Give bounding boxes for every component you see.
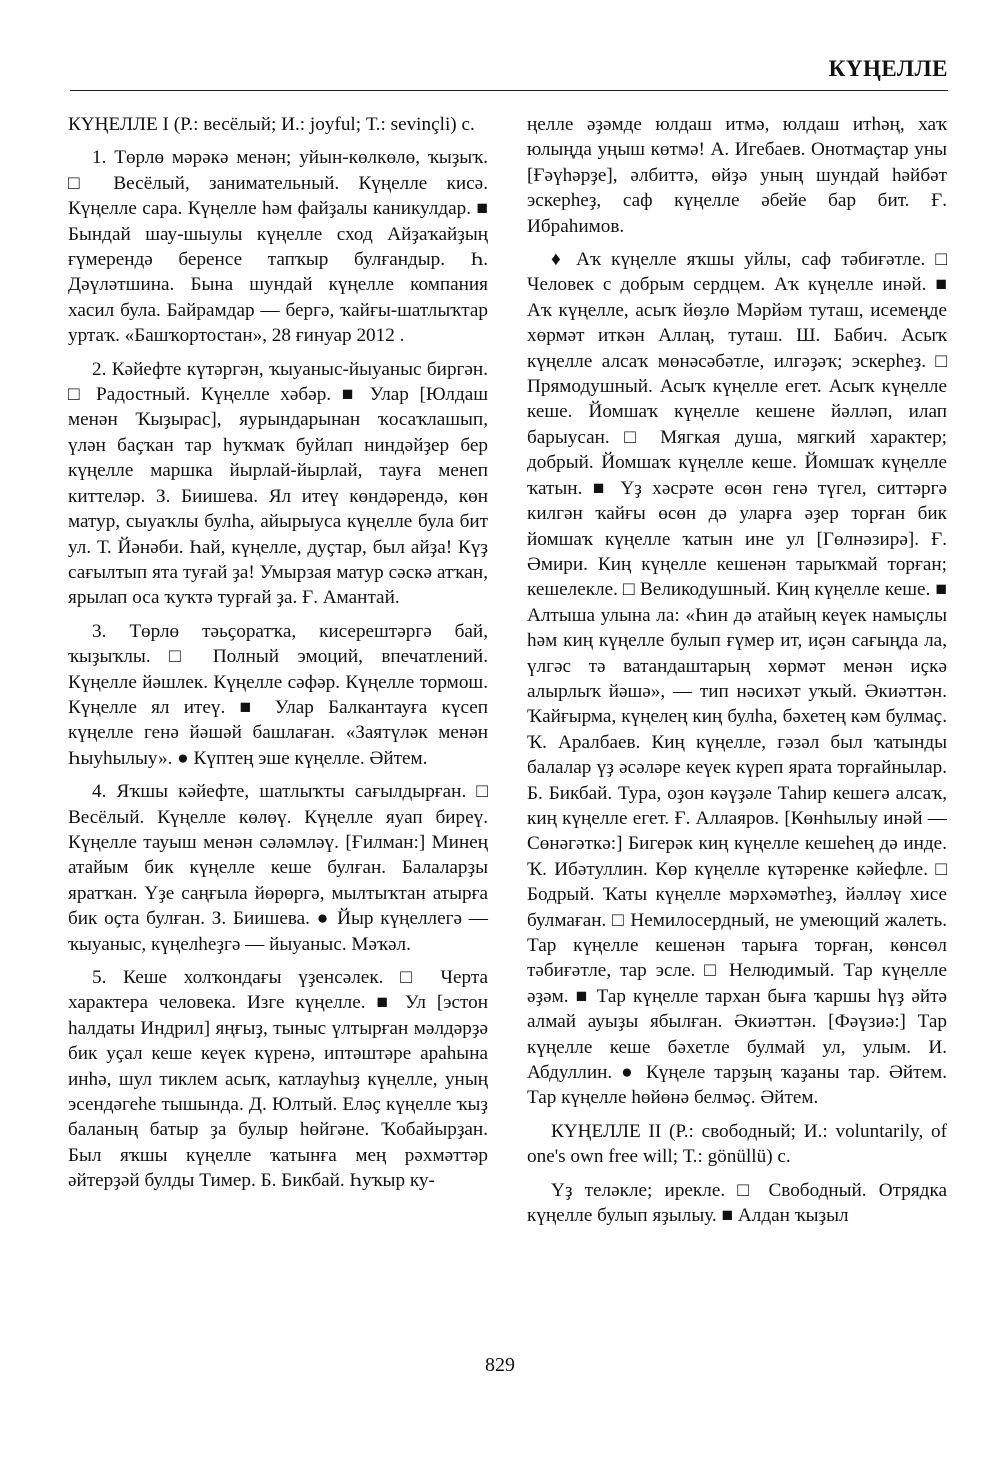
- sense-5-continued: ңелле әҙәмде юлдаш итмә, юлдаш итһәң, хаҡ юлыңда уңыш көтмә! А. Игебаев. Онотмаҫтар уны [Ғәүһәрҙе], әлбиттә, өйҙә уның шундай һәйбәт эскерһеҙ, саф күңелле әбейе бар бит. Ғ. Ибраһимов.: [527, 114, 947, 237]
- entry-headword-kungelle-2: КҮҢЕЛЛЕ II (Р.: свободный; И.: voluntarily, of one's own free will; Т.: gönüllü) с.: [527, 1120, 947, 1168]
- sense-3: 3. Төрлө тәьҫоратҡа, кисерештәргә бай, ҡыҙыҡлы. □ Полный эмоций, впечатлений. Күңелле йәшлек. Күңелле сәфәр. Күңелле тормош. Күңелле ял итеү. ■ Улар Балкантауға күсеп күңелле генә йәшәй башлаған. «Заятүләк менән Һыуһылыу». ● Күптең эше күңелле. Әйтем.: [68, 620, 488, 769]
- sense-5: 5. Кеше холҡондағы үҙенсәлек. □ Черта характера человека. Изге күңелле. ■ Ул [эстон һалдаты Индрил] яңғыҙ, тыныс үлтырған мәлдәрҙә бик уҫал кеше кеүек күренә, иптәштәре араһына инһә, шул тиклем асыҡ, катлауһыҙ күңелле, уның эсендәгеһе тышында. Д. Юлтый. Еләҫ күңелле ҡыҙ баланың батыр ҙа булыр һөйгәне. Ҡобайырҙан. Был яҡшы күңелле ҡатынға мең рәхмәттәр әйтерҙәй булды Тимер. Б. Бикбай. Һуҡыр ку-: [68, 967, 488, 1192]
- sense-1: 1. Төрлө мәрәкә менән; уйын-көлкөлө, ҡыҙыҡ. □ Весёлый, занимательный. Күңелле кисә. Күңелле сара. Күңелле һәм файҙалы каникулдар. ■ Бындай шау-шыулы күңелле сход Айҙаҡайҙың ғүмерендә беренсе тапҡыр булғандыр. Һ. Дәүләтшина. Бына шундай күңелле компания хасил була. Байрамдар — бергә, ҡайғы-шатлыҡтар уртаҡ. «Башҡортостан», 28 ғинуар 2012 .: [68, 147, 488, 347]
- phrase-block: ♦ Аҡ күңелле яҡшы уйлы, саф тәбиғәтле. □ Человек с добрым сердцем. Аҡ күңелле инәй. ■ Аҡ күңелле, асыҡ йөҙлө Мәрйәм туташ, исемеңде хөрмәт иткән Аллаң, туташ. Ш. Бабич. Асыҡ күңелле алсаҡ мөнәсәбәтле, илгәҙәҡ; эскерһеҙ. □ Прямодушный. Асыҡ күңелле егет. Асыҡ күңелле кеше. Йомшаҡ күңелле кешене йәлләп, илап барыусан. □ Мягкая душа, мягкий характер; добрый. Йомшаҡ күңелле кеше. Йомшаҡ күңелле ҡатын. ■ Үҙ хәсрәте өсөн генә түгел, ситтәргә килгән ҡайғы өсөн дә уларға әҙер торған бик йомшаҡ күңелле ҡатын ине ул [Гөлнәзирә]. Ғ. Әмири. Киң күңелле кешенән тарыҡмай торған; кешелекле. □ Великодушный. Киң күңелле кеше. ■ Алтыша улына ла: «Һин дә атайың кеүек намыҫлы һәм киң күңелле булып ғүмер ит, иҫән сағыңда ла, үлгәс тә ватандаштарың хөрмәт менән иҫкә алырлыҡ йәшә», — тип нәсихәт уҡый. Әкиәттән. Ҡайғырма, күңелең киң булһа, бәхетең кәм булмаҫ. Ҡ. Аралбаев. Киң күңелле, гәзәл был ҡатынды балалар үҙ әсәләре кеүек күреп ярата торғайнылар. Б. Бикбай. Тура, оҙон кәүҙәле Таһир кешегә алсаҡ, киң күңелле егет. Ғ. Аллаяров. [Көнһылыу инәй — Сөнәгәткә:] Бигерәк киң күңелле кешеһең дә инде. Ҡ. Ибәтуллин. Көр күңелле күтәренке кәйефле. □ Бодрый. Ҡаты күңелле мәрхәмәтһеҙ, йәлләү хисе булмаған. □ Немилосердный, не умеющий жалеть. Тар күңелле кешенән тарыға торған, көнсөл тәбиғәтле, тар эсле. □ Нелюдимый. Тар күңелле әҙәм. ■ Тар күңелле тархан быға ҡаршы һүҙ әйтә алмай ауыҙы ябылған. Әкиәттән. [Фәүзиә:] Тар күңелле кеше бәхетле булмай ул, улым. И. Абдуллин. ● Күңеле тарҙың ҡаҙаны тар. Әйтем. Тар күңелле һөйөнә белмәҫ. Әйтем.: [527, 249, 947, 1109]
- running-head: КҮҢЕЛЛЕ: [70, 56, 948, 91]
- page-number: 829: [485, 1354, 515, 1376]
- entry-headword-kungelle-1: КҮҢЕЛЛЕ I (Р.: весёлый; И.: joyful; Т.: sevinçli) с.: [68, 114, 475, 135]
- sense-4: 4. Яҡшы кәйефте, шатлыҡты сағылдырған. □ Весёлый. Күңелле көлөү. Күңелле яуап биреү. Күңелле тауыш менән сәләмләү. [Ғилман:] Минең атайым бик күңелле кеше булған. Балаларҙы яратҡан. Үҙе саңғыла йөрөргә, мылтыҡтан атырға бик оҫта булған. З. Биишева. ● Йыр күңеллегә — ҡыуаныс, күңелһеҙгә — йыуаныс. Мәҡәл.: [68, 781, 488, 955]
- entry-2-definition: Үҙ теләкле; ирекле. □ Свободный. Отрядка күңелле булып яҙылыу. ■ Алдан ҡыҙыл: [527, 1179, 947, 1227]
- sense-2: 2. Кәйефте күтәргән, ҡыуаныс-йыуаныс биргән. □ Радостный. Күңелле хәбәр. ■ Улар [Юлдаш менән Ҡыҙырас], яурындарынан ҡосаҡлашып, үлән баҫҡан тар һуҡмаҡ буйлап ниндәйҙер бер күңелле маршка йырлай-йырлай, тауға менеп киттеләр. З. Биишева. Ял итеү көндәрендә, көн матур, сыуаҡлы булһа, айырыуса күңелле була бит ул. Т. Йәнәби. Һай, күңелле, дуҫтар, был айҙа! Күҙ сағылтып ята туғай ҙа! Умырзая матур сәскә атҡан, ярылап оса ҡуҡтә турғай ҙа. Ғ. Амантай.: [68, 358, 488, 609]
- right-column: [527, 112, 947, 1236]
- left-column: [68, 112, 488, 1202]
